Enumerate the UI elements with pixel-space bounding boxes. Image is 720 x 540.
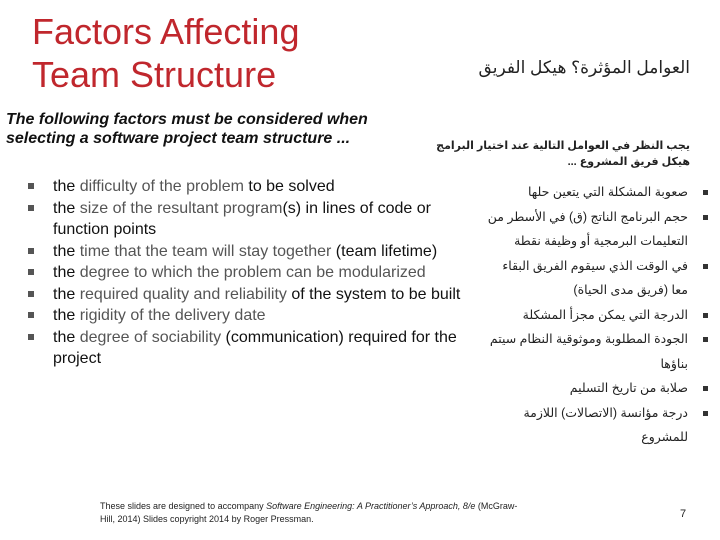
factor-text: the bbox=[53, 285, 80, 303]
square-bullet-icon bbox=[28, 334, 34, 340]
title-line-2: Team Structure bbox=[32, 54, 277, 95]
arabic-factor-text: صلابة من تاريخ التسليم bbox=[569, 381, 688, 395]
square-bullet-icon bbox=[28, 205, 34, 211]
square-bullet-icon bbox=[28, 291, 34, 297]
factor-highlight: degree of sociability bbox=[79, 328, 222, 346]
factor-list bbox=[28, 176, 478, 370]
square-bullet-icon bbox=[703, 411, 708, 416]
factor-text: the bbox=[53, 199, 80, 217]
arabic-factor-text: درجة مؤانسة (الاتصالات) اللازمة للمشروع bbox=[523, 405, 688, 444]
factor-text: of the system to be built bbox=[286, 285, 461, 303]
factor-item bbox=[28, 327, 478, 370]
title-line-1: Factors Affecting bbox=[32, 11, 300, 52]
square-bullet-icon bbox=[28, 312, 34, 318]
copyright-footer bbox=[100, 500, 530, 526]
arabic-factor-item bbox=[483, 376, 708, 401]
footer-text: These slides are designed to accompany bbox=[100, 501, 267, 511]
factor-item bbox=[28, 198, 478, 241]
arabic-factor-item bbox=[483, 205, 708, 254]
factor-highlight: degree to which the problem can be modularized bbox=[79, 264, 426, 281]
factor-text: (team lifetime) bbox=[331, 242, 438, 260]
slide-title bbox=[32, 10, 362, 96]
square-bullet-icon bbox=[703, 215, 708, 220]
square-bullet-icon bbox=[28, 248, 34, 254]
arabic-factor-text: الجودة المطلوبة وموثوقية النظام سيتم بناؤها bbox=[489, 332, 688, 371]
square-bullet-icon bbox=[703, 386, 708, 391]
square-bullet-icon bbox=[28, 269, 34, 275]
factor-item bbox=[28, 176, 478, 198]
factor-item bbox=[28, 262, 478, 284]
factor-text: to be solved bbox=[243, 178, 335, 195]
factor-text: (communication) required for the project bbox=[53, 328, 457, 367]
arabic-factor-list bbox=[483, 180, 708, 450]
factor-item bbox=[28, 241, 478, 263]
square-bullet-icon bbox=[703, 313, 708, 318]
intro-text: The following factors must be considered when selecting a software project team structure ... bbox=[6, 111, 368, 147]
factor-text: the bbox=[53, 328, 80, 346]
factor-text: the bbox=[53, 307, 80, 324]
factor-highlight: difficulty of the problem bbox=[79, 178, 244, 195]
footer-book-title: Software Engineering: A Practitioner’s Approach, 8/e bbox=[266, 501, 476, 511]
arabic-intro-text: يجب النظر في العوامل التالية عند اختيار البرامج هيكل فريق المشروع ... bbox=[436, 140, 690, 168]
arabic-factor-text: الدرجة التي يمكن مجزأ المشكلة bbox=[522, 307, 688, 322]
arabic-factor-item bbox=[483, 254, 708, 303]
footer-text: (McGraw-Hill, 2014) Slides copyright 2014 by Roger Pressman. bbox=[100, 501, 518, 524]
factor-highlight: size of the resultant program bbox=[79, 199, 283, 217]
factor-highlight: time that the team will stay together bbox=[79, 242, 332, 260]
factor-text: the bbox=[53, 178, 80, 195]
page-number: 7 bbox=[680, 508, 687, 520]
factor-text: (s) in lines of code or function points bbox=[53, 199, 431, 238]
factor-item bbox=[28, 305, 478, 327]
factor-item bbox=[28, 284, 478, 306]
arabic-factor-text: حجم البرنامج الناتج (ق) في الأسطر من التعليمات البرمجية أو وظيفة نقطة bbox=[487, 209, 688, 248]
arabic-factor-item bbox=[483, 303, 708, 328]
arabic-factor-text: صعوبة المشكلة التي يتعين حلها bbox=[527, 185, 688, 199]
square-bullet-icon bbox=[703, 337, 708, 342]
factor-highlight: rigidity of the delivery date bbox=[79, 307, 266, 324]
arabic-title: العوامل المؤثرة؟ هيكل الفريق bbox=[478, 58, 690, 77]
square-bullet-icon bbox=[28, 183, 34, 189]
factor-highlight: required quality and reliability bbox=[79, 285, 287, 303]
arabic-factor-item bbox=[483, 180, 708, 205]
arabic-factor-item bbox=[483, 327, 708, 376]
square-bullet-icon bbox=[703, 264, 708, 269]
factor-text: the bbox=[53, 242, 80, 260]
arabic-factor-item bbox=[483, 401, 708, 450]
square-bullet-icon bbox=[703, 190, 708, 195]
factor-text: the bbox=[53, 264, 80, 281]
arabic-factor-text: في الوقت الذي سيقوم الفريق البقاء معا (فريق مدى الحياة) bbox=[502, 258, 688, 297]
